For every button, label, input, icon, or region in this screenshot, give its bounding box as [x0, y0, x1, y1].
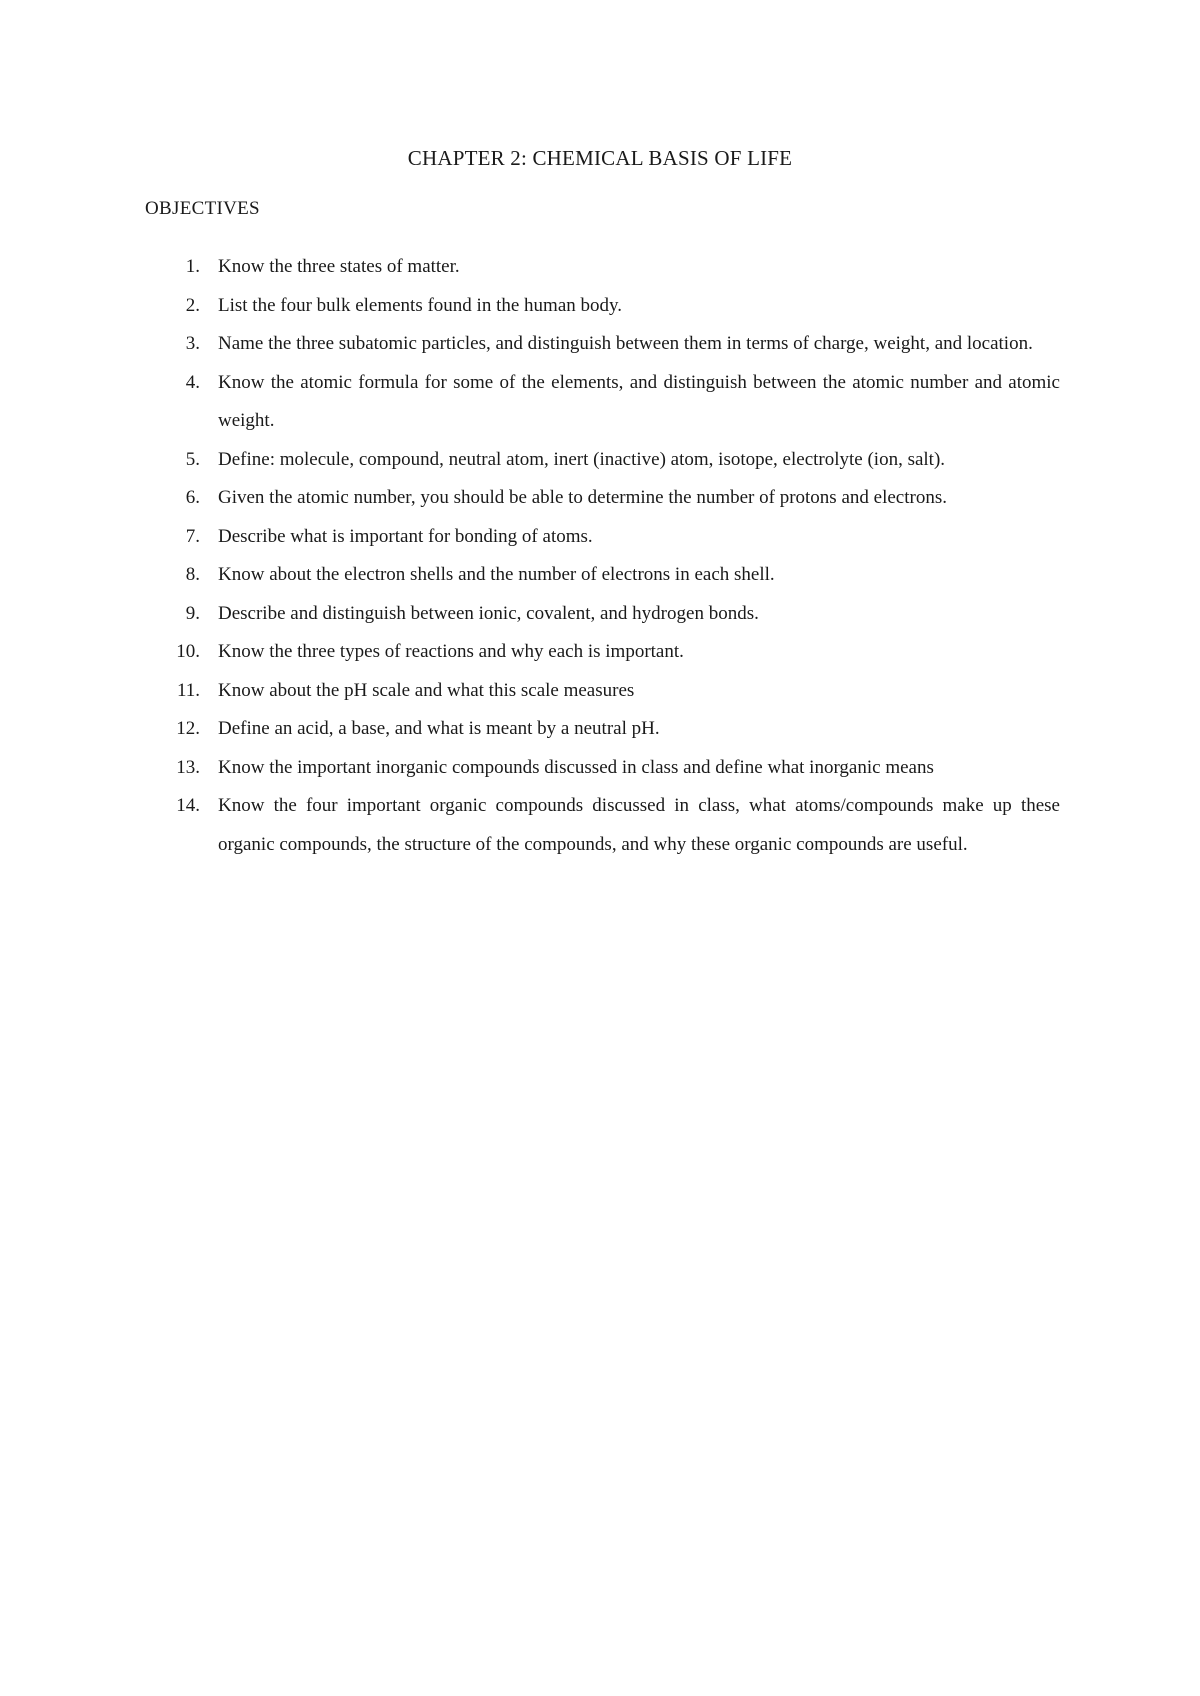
- objective-number: 4.: [185, 371, 200, 393]
- objective-text: Know the atomic formula for some of the elements, and distinguish between the atomic number and atomic weight.: [218, 371, 1060, 431]
- objective-item-5: [160, 441, 1060, 480]
- objective-text: Given the atomic number, you should be able to determine the number of protons and electrons.: [218, 487, 947, 508]
- objective-item-10: [160, 633, 1060, 672]
- objective-text: Name the three subatomic particles, and distinguish between them in terms of charge, weight, and location.: [218, 333, 1033, 354]
- objective-number: 1.: [185, 256, 200, 277]
- objective-item-1: [160, 248, 1060, 287]
- objective-number: 3.: [185, 333, 200, 354]
- objective-number: 11.: [176, 679, 200, 701]
- objective-item-8: [160, 556, 1060, 595]
- objective-item-2: [160, 287, 1060, 326]
- objective-text: Know the three states of matter.: [218, 256, 460, 277]
- objective-item-6: [160, 479, 1060, 518]
- objective-number: 2.: [185, 294, 200, 316]
- objective-text: Know the four important organic compounds discussed in class, what atoms/compounds make up these organic compounds, the structure of the compounds, and why these organic compounds are useful.: [218, 795, 1060, 855]
- objective-number: 14.: [176, 795, 200, 816]
- objective-number: 6.: [185, 487, 200, 508]
- objective-item-3: [160, 325, 1060, 364]
- objective-number: 8.: [185, 564, 200, 585]
- objective-number: 10.: [176, 641, 200, 662]
- objectives-list: [160, 248, 1060, 864]
- objective-number: 12.: [176, 718, 200, 739]
- objective-text: Describe and distinguish between ionic, covalent, and hydrogen bonds.: [218, 602, 759, 624]
- objective-text: Know the three types of reactions and why each is important.: [218, 641, 684, 662]
- objective-item-4: [160, 364, 1060, 441]
- objective-text: Know the important inorganic compounds discussed in class and define what inorganic means: [218, 756, 934, 778]
- objective-item-11: [160, 672, 1060, 711]
- objective-text: Know about the pH scale and what this scale measures: [218, 679, 635, 701]
- objective-item-13: [160, 749, 1060, 788]
- objective-number: 5.: [185, 448, 200, 470]
- objective-text: List the four bulk elements found in the human body.: [218, 294, 623, 316]
- objective-number: 13.: [176, 756, 200, 778]
- objective-item-9: [160, 595, 1060, 634]
- objective-text: Know about the electron shells and the number of electrons in each shell.: [218, 564, 775, 585]
- chapter-title: CHAPTER 2: CHEMICAL BASIS OF LIFE: [407, 146, 793, 170]
- objective-text: Define: molecule, compound, neutral atom, inert (inactive) atom, isotope, electrolyte (ion, salt).: [218, 448, 946, 470]
- objectives-heading: OBJECTIVES: [145, 198, 260, 219]
- objective-item-7: [160, 518, 1060, 557]
- objective-number: 7.: [185, 525, 200, 547]
- objective-text: Describe what is important for bonding of atoms.: [218, 525, 593, 547]
- objective-text: Define an acid, a base, and what is meant by a neutral pH.: [218, 718, 660, 739]
- objective-number: 9.: [185, 602, 200, 624]
- objective-item-12: [160, 710, 1060, 749]
- objective-item-14: [160, 787, 1060, 864]
